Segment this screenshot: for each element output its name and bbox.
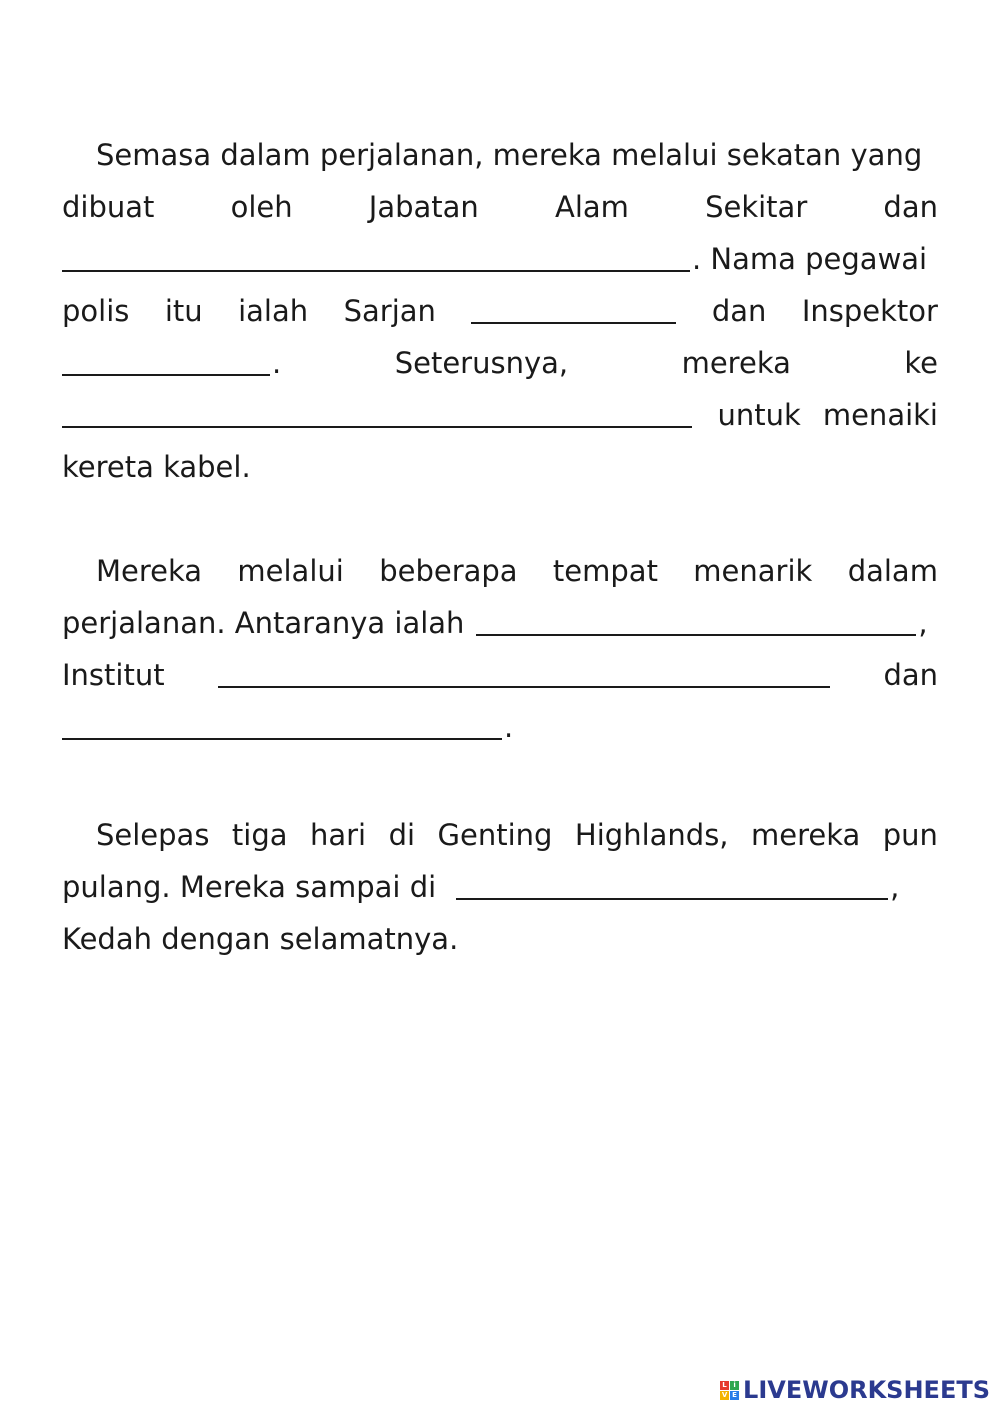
word: di xyxy=(388,818,416,852)
answer-blank-3[interactable] xyxy=(62,346,270,376)
p2-line-4 xyxy=(62,690,938,742)
p1-line-4 xyxy=(62,274,938,326)
word: itu xyxy=(164,294,203,328)
logo-mark-tile: V xyxy=(721,1390,728,1399)
word: mereka xyxy=(681,346,791,380)
p2-line-2 xyxy=(62,586,938,638)
p3-line-2-text: pulang. Mereka sampai di xyxy=(62,870,437,904)
word: tempat xyxy=(552,554,658,588)
word: Jabatan xyxy=(368,190,479,224)
word: menarik xyxy=(693,554,813,588)
word: Inspektor xyxy=(801,294,938,328)
word: mereka xyxy=(751,818,861,852)
p2-line-3 xyxy=(62,638,938,690)
punctuation: , xyxy=(918,606,928,640)
word: polis xyxy=(62,294,130,328)
answer-blank-7[interactable] xyxy=(62,710,502,740)
word: dalam xyxy=(847,554,938,588)
liveworksheets-logo xyxy=(720,1375,990,1405)
word: beberapa xyxy=(379,554,518,588)
logo-text: LIVEWORKSHEETS xyxy=(743,1376,990,1404)
word: Seterusnya, xyxy=(394,346,569,380)
p1-line-6 xyxy=(62,378,938,430)
p1-line-3 xyxy=(62,222,938,274)
word: untuk xyxy=(717,398,801,432)
word: ke xyxy=(904,346,938,380)
p1-line-7-text: kereta kabel. xyxy=(62,450,251,484)
answer-blank-5[interactable] xyxy=(476,606,916,636)
word: Sarjan xyxy=(343,294,436,328)
word: dan xyxy=(883,658,938,692)
punctuation: . xyxy=(272,346,282,380)
p3-line-1 xyxy=(62,798,938,850)
word: Alam xyxy=(554,190,629,224)
word: tiga xyxy=(231,818,288,852)
logo-mark-tile: i xyxy=(730,1381,739,1390)
word: Mereka xyxy=(96,554,203,588)
p2-line-1 xyxy=(62,534,938,586)
p3-line-2 xyxy=(62,850,938,902)
word: melalui xyxy=(237,554,344,588)
p1-line-5 xyxy=(62,326,938,378)
word: dibuat xyxy=(62,190,155,224)
word: dan xyxy=(883,190,938,224)
p1-line-3-text: . Nama pegawai xyxy=(692,242,928,276)
blank-group xyxy=(62,346,281,378)
word: Selepas xyxy=(96,818,210,852)
word: Highlands, xyxy=(574,818,729,852)
p3-line-3-text: Kedah dengan selamatnya. xyxy=(62,922,459,956)
word: Institut xyxy=(62,658,165,692)
answer-blank-8[interactable] xyxy=(456,870,888,900)
p1-line-1 xyxy=(62,118,972,170)
answer-blank-4[interactable] xyxy=(62,398,692,428)
answer-blank-1[interactable] xyxy=(62,242,690,272)
answer-blank-2[interactable] xyxy=(471,294,676,324)
word: oleh xyxy=(230,190,293,224)
answer-blank-6[interactable] xyxy=(218,658,830,688)
liveworksheets-mark-icon xyxy=(720,1381,739,1400)
punctuation: , xyxy=(890,870,900,904)
punctuation: . xyxy=(504,710,514,744)
p1-line-1-text: Semasa dalam perjalanan, mereka melalui sekatan yang xyxy=(96,138,923,172)
word: dan xyxy=(711,294,767,328)
p1-line-2 xyxy=(62,170,938,222)
word: ialah xyxy=(238,294,309,328)
word: hari xyxy=(309,818,367,852)
p3-line-3 xyxy=(62,902,938,954)
word: Sekitar xyxy=(705,190,808,224)
p1-line-7 xyxy=(62,430,938,482)
p2-line-2-text: perjalanan. Antaranya ialah xyxy=(62,606,465,640)
logo-mark-tile: L xyxy=(720,1381,729,1390)
word: Genting xyxy=(437,818,553,852)
word: menaiki xyxy=(822,398,938,432)
logo-mark-tile: E xyxy=(730,1391,739,1400)
word: pun xyxy=(882,818,938,852)
